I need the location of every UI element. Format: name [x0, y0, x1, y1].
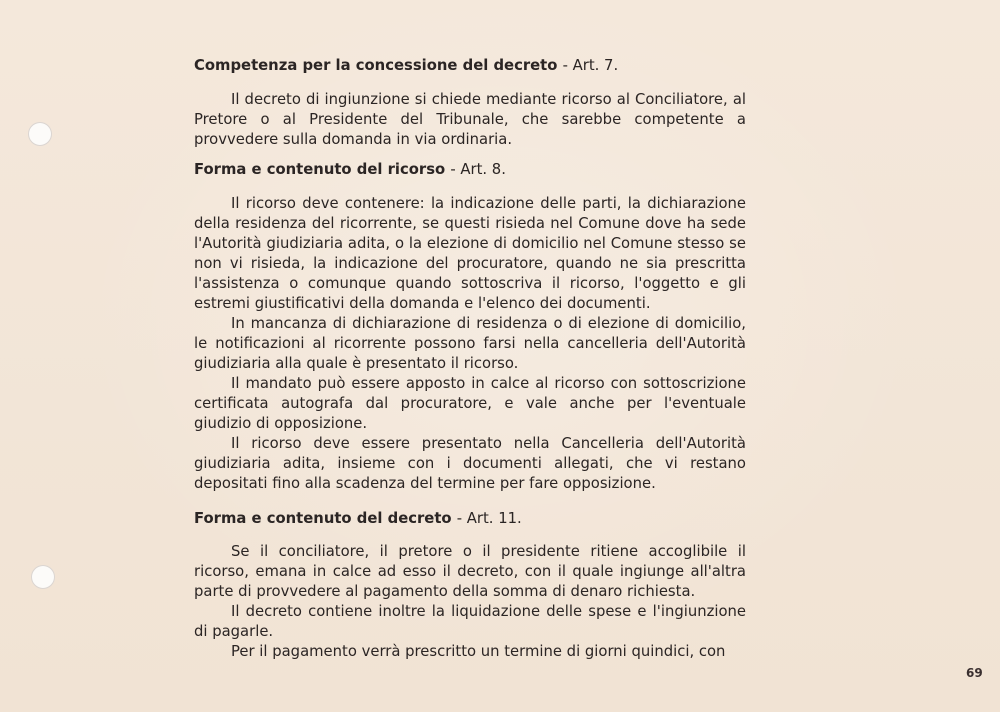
section-title: Forma e contenuto del ricorso: [194, 161, 446, 178]
section-body-competenza: [194, 90, 746, 150]
paragraph: Il mandato può essere apposto in calce al ricorso con sottoscrizione certificata autografa dal procuratore, e vale anche per l'eventuale giudizio di opposizione.: [194, 375, 746, 432]
section-body-ricorso: [194, 194, 746, 494]
paragraph: In mancanza di dichiarazione di residenza o di elezione di domicilio, le notificazioni al ricorrente possono farsi nella cancelleria dell'Autorità giudiziaria alla quale è presentato il ricorso.: [194, 315, 746, 372]
paragraph: Il decreto di ingiunzione si chiede mediante ricorso al Conciliatore, al Pretore o al Presidente del Tribunale, che sarebbe competente a provvedere sulla domanda in via ordinaria.: [194, 91, 746, 148]
section-heading-decreto: [194, 509, 746, 529]
article-reference: - Art. 8.: [450, 161, 506, 178]
article-reference: - Art. 7.: [562, 57, 619, 74]
section-body-decreto: [194, 542, 746, 662]
punch-hole-top: [28, 122, 52, 146]
paragraph: Per il pagamento verrà prescritto un termine di giorni quindici, con: [231, 643, 726, 660]
punch-hole-bottom: [31, 565, 55, 589]
paragraph: Il ricorso deve essere presentato nella Cancelleria dell'Autorità giudiziaria adita, insieme con i documenti allegati, che vi restano depositati fino alla scadenza del termine per fare opposizione.: [194, 435, 746, 492]
page-number: 69: [966, 666, 983, 680]
paragraph: Il ricorso deve contenere: la indicazione delle parti, la dichiarazione della residenza del ricorrente, se questi risieda nel Comune dove ha sede l'Autorità giudiziaria adita, o la elezione di domicilio nel Comune stesso se non vi risieda, la indicazione del procuratore, quando ne sia prescritta l'assistenza o comunque quando sottoscriva il ricorso, l'oggetto e gli estremi giustificativi della domanda e l'elenco dei documenti.: [194, 195, 746, 312]
section-heading-competenza: [194, 56, 746, 76]
section-title: Competenza per la concessione del decreto: [194, 57, 558, 74]
section-title: Forma e contenuto del decreto: [194, 510, 452, 527]
section-heading-ricorso: [194, 160, 746, 180]
document-body: [194, 56, 746, 662]
paragraph: Il decreto contiene inoltre la liquidazione delle spese e l'ingiunzione di pagarle.: [194, 603, 746, 640]
paragraph: Se il conciliatore, il pretore o il presidente ritiene accoglibile il ricorso, emana in calce ad esso il decreto, con il quale ingiunge all'altra parte di provvedere al pagamento della somma di denaro richiesta.: [194, 543, 746, 600]
article-reference: - Art. 11.: [456, 510, 522, 527]
